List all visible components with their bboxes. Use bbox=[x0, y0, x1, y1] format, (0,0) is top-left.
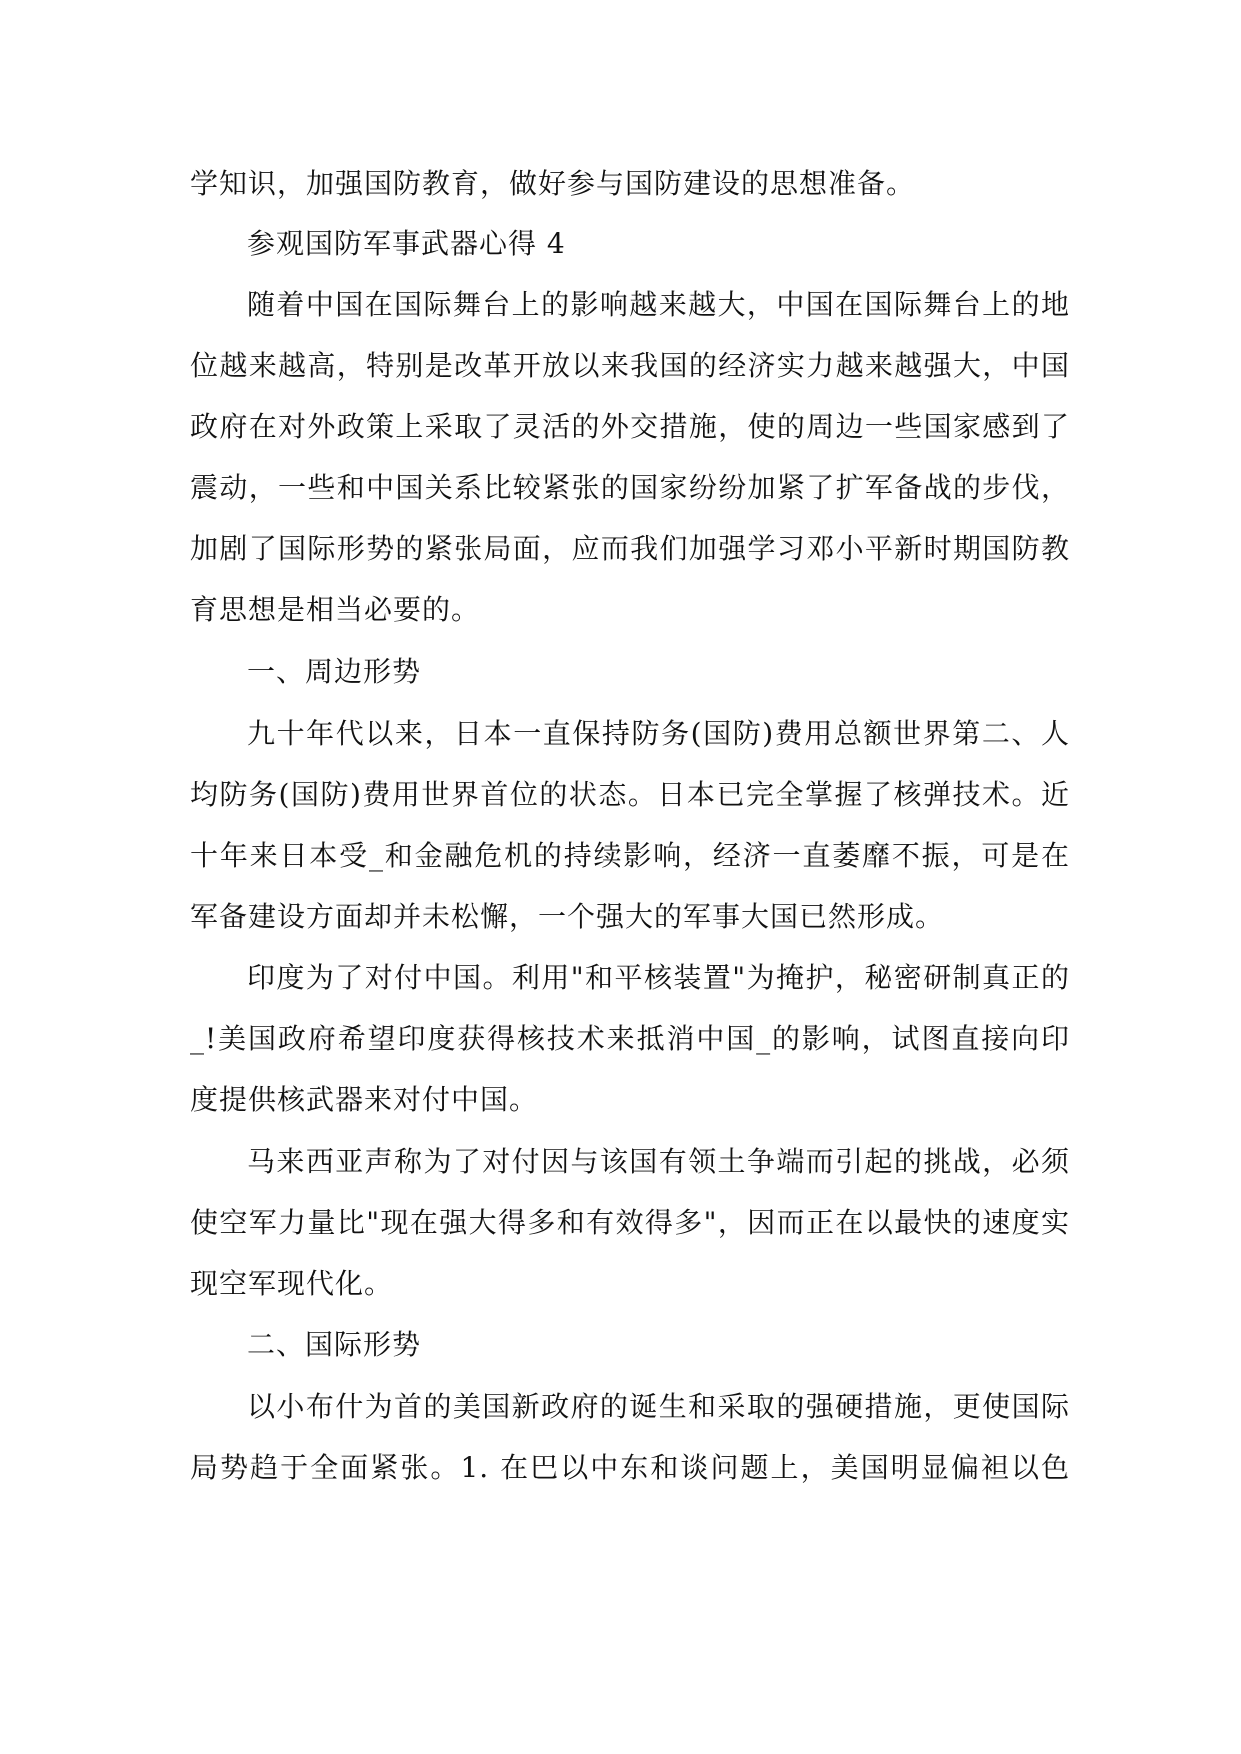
section-heading: 二、国际形势 bbox=[247, 1328, 422, 1361]
text-line: 十年来日本受_和金融危机的持续影响，经济一直萎靡不振，可是在 bbox=[190, 839, 1070, 872]
text-line: 均防务(国防)费用世界首位的状态。日本已完全掌握了核弹技术。近 bbox=[190, 778, 1070, 811]
text-line: 随着中国在国际舞台上的影响越来越大，中国在国际舞台上的地 bbox=[247, 288, 1070, 321]
text-line: 军备建设方面却并未松懈，一个强大的军事大国已然形成。 bbox=[190, 900, 945, 933]
text-line: 位越来越高，特别是改革开放以来我国的经济实力越来越强大，中国 bbox=[190, 349, 1070, 382]
text-line: _!美国政府希望印度获得核技术来抵消中国_的影响，试图直接向印 bbox=[190, 1022, 1070, 1055]
text-line: 使空军力量比"现在强大得多和有效得多"，因而正在以最快的速度实 bbox=[190, 1206, 1070, 1239]
text-line: 度提供核武器来对付中国。 bbox=[190, 1083, 539, 1116]
text-line: 以小布什为首的美国新政府的诞生和采取的强硬措施，更使国际 bbox=[247, 1390, 1070, 1423]
text-line: 育思想是相当必要的。 bbox=[190, 593, 481, 626]
text-line: 震动，一些和中国关系比较紧张的国家纷纷加紧了扩军备战的步伐， bbox=[190, 471, 1070, 504]
text-line: 现空军现代化。 bbox=[190, 1267, 394, 1300]
section-heading: 参观国防军事武器心得 4 bbox=[247, 227, 566, 260]
text-line: 学知识，加强国防教育，做好参与国防建设的思想准备。 bbox=[190, 167, 916, 200]
text-line: 马来西亚声称为了对付因与该国有领土争端而引起的挑战，必须 bbox=[247, 1145, 1070, 1178]
section-heading: 一、周边形势 bbox=[247, 655, 422, 688]
text-line: 九十年代以来，日本一直保持防务(国防)费用总额世界第二、人 bbox=[247, 717, 1070, 750]
text-line: 局势趋于全面紧张。1. 在巴以中东和谈问题上，美国明显偏袒以色 bbox=[190, 1451, 1070, 1484]
text-line: 印度为了对付中国。利用"和平核装置"为掩护，秘密研制真正的 bbox=[247, 961, 1070, 994]
text-line: 加剧了国际形势的紧张局面，应而我们加强学习邓小平新时期国防教 bbox=[190, 532, 1070, 565]
text-line: 政府在对外政策上采取了灵活的外交措施，使的周边一些国家感到了 bbox=[190, 410, 1070, 443]
